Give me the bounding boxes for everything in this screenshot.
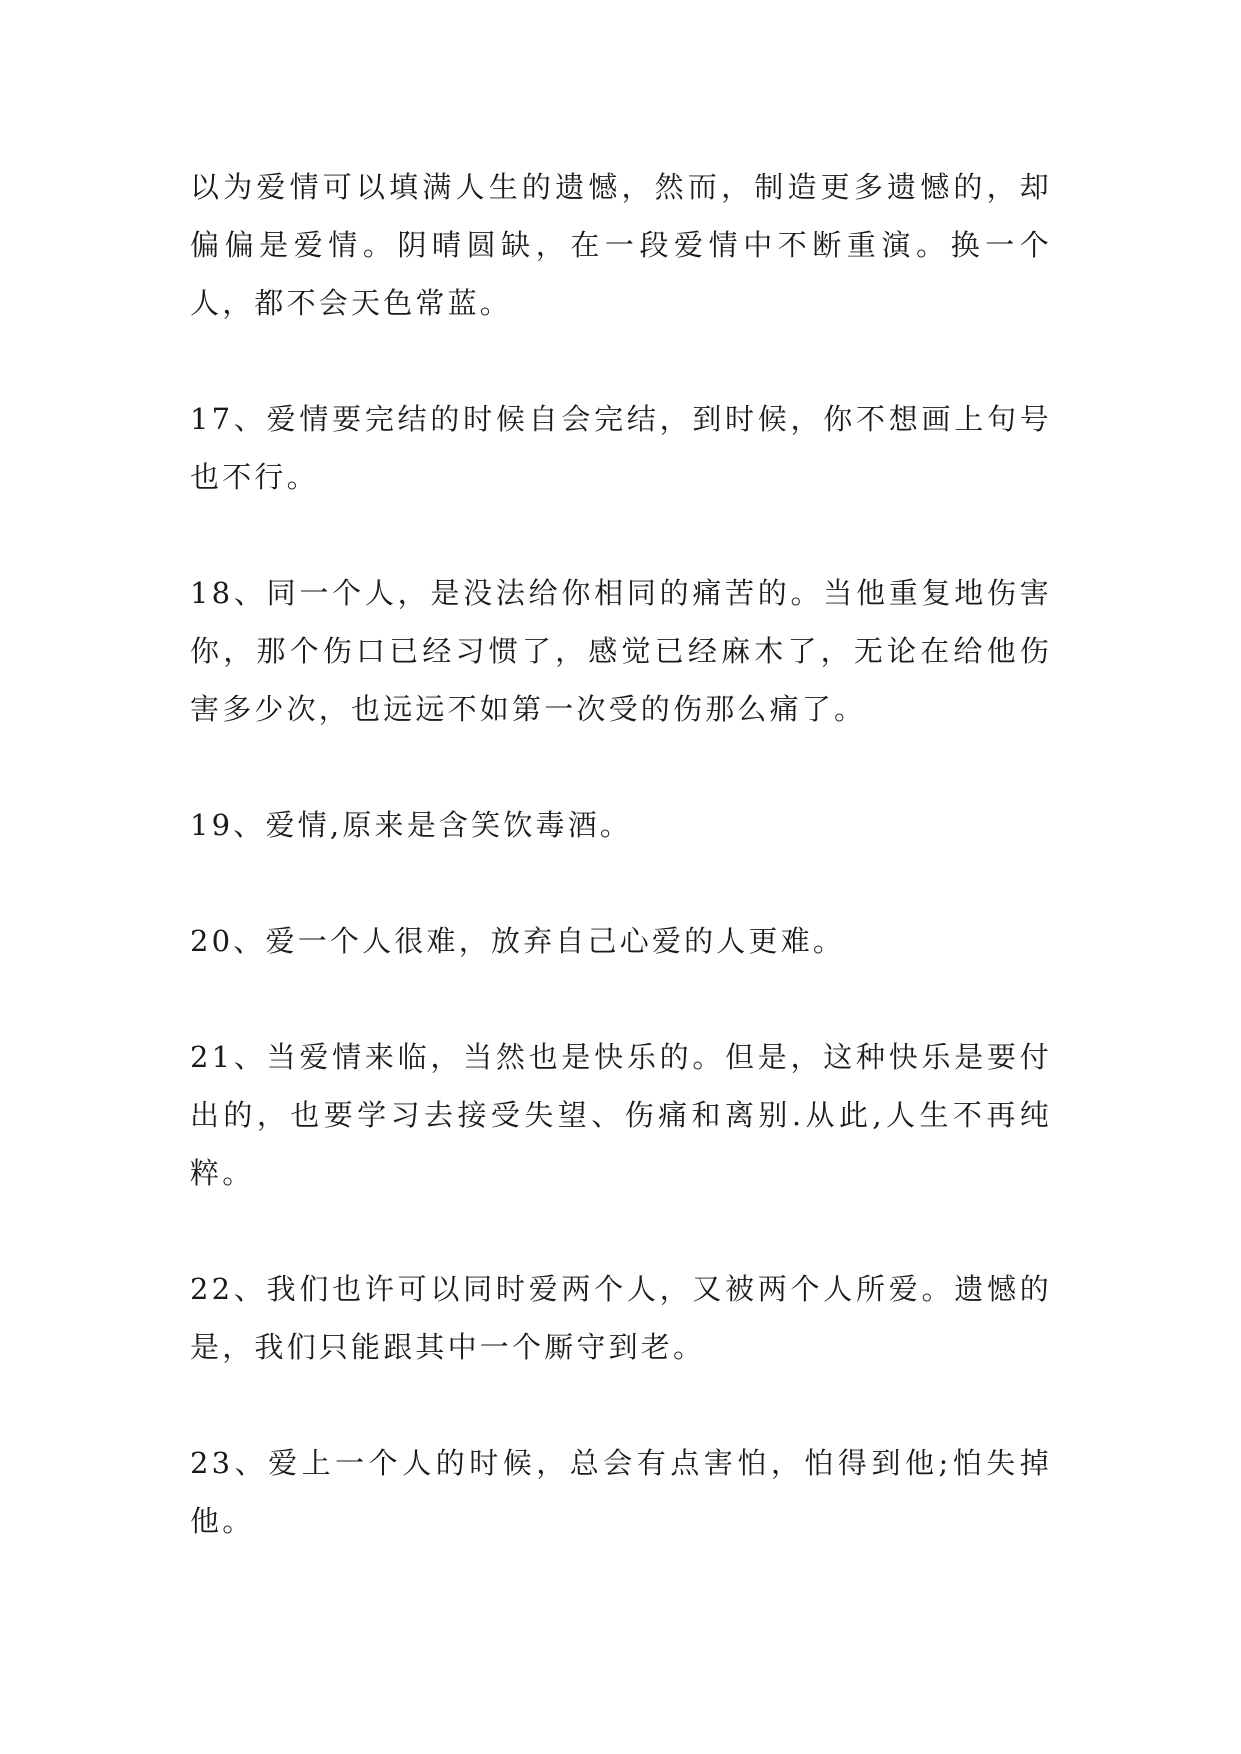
paragraph-19: 19、爱情,原来是含笑饮毒酒。 xyxy=(190,808,633,842)
paragraph-21: 21、当爱情来临，当然也是快乐的。但是，这种快乐是要付出的，也要学习去接受失望、伤痛和离别.从此,人生不再纯粹。 xyxy=(190,1040,1052,1190)
paragraph-20: 20、爱一个人很难，放弃自己心爱的人更难。 xyxy=(190,924,846,958)
paragraph-22: 22、我们也许可以同时爱两个人，又被两个人所爱。遗憾的是，我们只能跟其中一个厮守到老。 xyxy=(190,1272,1052,1364)
paragraph-17: 17、爱情要完结的时候自会完结，到时候，你不想画上句号也不行。 xyxy=(190,402,1052,494)
document-body xyxy=(190,158,1052,1550)
paragraph-continuation: 以为爱情可以填满人生的遗憾，然而，制造更多遗憾的，却偏偏是爱情。阴晴圆缺，在一段爱情中不断重演。换一个人，都不会天色常蓝。 xyxy=(190,170,1052,320)
paragraph-18: 18、同一个人，是没法给你相同的痛苦的。当他重复地伤害你，那个伤口已经习惯了，感觉已经麻木了，无论在给他伤害多少次，也远远不如第一次受的伤那么痛了。 xyxy=(190,576,1052,726)
paragraph-23: 23、爱上一个人的时候，总会有点害怕，怕得到他;怕失掉他。 xyxy=(190,1446,1052,1538)
